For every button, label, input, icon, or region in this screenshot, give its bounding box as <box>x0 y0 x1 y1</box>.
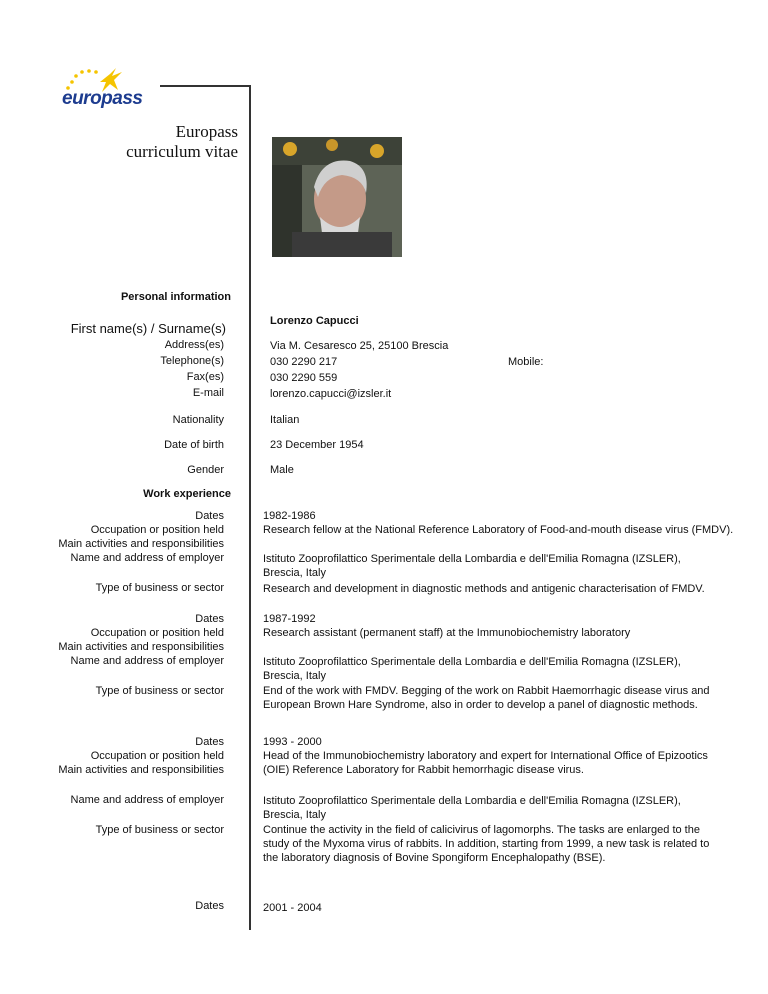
dates-label: Dates <box>195 613 224 625</box>
entry-occupation: Head of the Immunobiochemistry laboratory and expert for International Office of Epizootics (OIE) Reference Laboratory for Rabbit hemorrhagic disease virus. <box>263 750 708 776</box>
email-label: E-mail <box>192 387 224 399</box>
address-label: Address(es) <box>164 339 224 351</box>
activities-label: Main activities and responsibilities <box>58 764 224 776</box>
document-title <box>126 122 238 162</box>
personal-information-heading: Personal information <box>120 291 231 303</box>
address-value: Via M. Cesaresco 25, 25100 Brescia <box>270 340 449 352</box>
name-label: First name(s) / Surname(s) <box>70 321 226 336</box>
activities-label: Main activities and responsibilities <box>58 641 224 653</box>
telephone-label: Telephone(s) <box>160 355 224 367</box>
occupation-label: Occupation or position held <box>90 627 224 639</box>
profile-photo <box>272 137 402 257</box>
dates-label: Dates <box>195 736 224 748</box>
date-of-birth-label: Date of birth <box>164 439 224 451</box>
nationality-label: Nationality <box>172 414 224 426</box>
employer-label: Name and address of employer <box>70 655 224 667</box>
fax-label: Fax(es) <box>186 371 224 383</box>
nationality-value: Italian <box>270 414 300 426</box>
business-label: Type of business or sector <box>95 685 224 697</box>
email-link[interactable]: lorenzo.capucci@izsler.it <box>270 388 392 400</box>
entry-employer: Istituto Zooprofilattico Sperimentale della Lombardia e dell'Emilia Romagna (IZSLER), Brescia, Italy <box>263 553 681 579</box>
dates-label: Dates <box>195 510 224 522</box>
employer-label: Name and address of employer <box>70 794 224 806</box>
activities-label: Main activities and responsibilities <box>58 538 224 550</box>
gender-label: Gender <box>187 464 224 476</box>
title-line-2: curriculum vitae <box>126 142 238 161</box>
logo-text: europass <box>62 88 143 109</box>
entry-employer: Istituto Zooprofilattico Sperimentale della Lombardia e dell'Emilia Romagna (IZSLER), Brescia, Italy <box>263 795 681 821</box>
entry-dates: 2001 - 2004 <box>263 902 322 914</box>
title-line-1: Europass <box>175 122 238 141</box>
date-of-birth-value: 23 December 1954 <box>270 439 364 451</box>
entry-occupation: Research assistant (permanent staff) at the Immunobiochemistry laboratory <box>263 627 631 639</box>
occupation-label: Occupation or position held <box>90 524 224 536</box>
column-divider <box>249 85 251 930</box>
entry-dates: 1993 - 2000 <box>263 736 322 748</box>
business-label: Type of business or sector <box>95 824 224 836</box>
entry-business: Continue the activity in the field of calicivirus of lagomorphs. The tasks are enlarged to the study of the Myxoma virus of rabbits. In addition, starting from 1999, a new task is related to the laboratory diagnosis of Bovine Spongiform Encephalopathy (BSE). <box>263 824 710 864</box>
entry-business: Research and development in diagnostic methods and antigenic characterisation of FMDV. <box>263 583 705 595</box>
header-rule <box>160 85 249 87</box>
employer-label: Name and address of employer <box>70 552 224 564</box>
occupation-label: Occupation or position held <box>90 750 224 762</box>
fax-value: 030 2290 559 <box>270 372 338 384</box>
entry-dates: 1982-1986 <box>263 510 316 522</box>
business-label: Type of business or sector <box>95 582 224 594</box>
gender-value: Male <box>270 464 294 476</box>
work-experience-heading: Work experience <box>143 488 231 500</box>
entry-occupation: Research fellow at the National Reference Laboratory of Food-and-mouth disease virus (FMDV). <box>263 524 734 536</box>
dates-label: Dates <box>195 900 224 912</box>
europass-logo <box>60 62 160 110</box>
mobile-label: Mobile: <box>508 356 544 368</box>
entry-employer: Istituto Zooprofilattico Sperimentale della Lombardia e dell'Emilia Romagna (IZSLER), Brescia, Italy <box>263 656 681 682</box>
telephone-value: 030 2290 217 <box>270 356 338 368</box>
full-name: Lorenzo Capucci <box>270 315 359 327</box>
entry-business: End of the work with FMDV. Begging of the work on Rabbit Haemorrhagic disease virus and European Brown Hare Syndrome, also in order to develop a panel of diagnostic methods. <box>263 685 710 711</box>
entry-dates: 1987-1992 <box>263 613 316 625</box>
